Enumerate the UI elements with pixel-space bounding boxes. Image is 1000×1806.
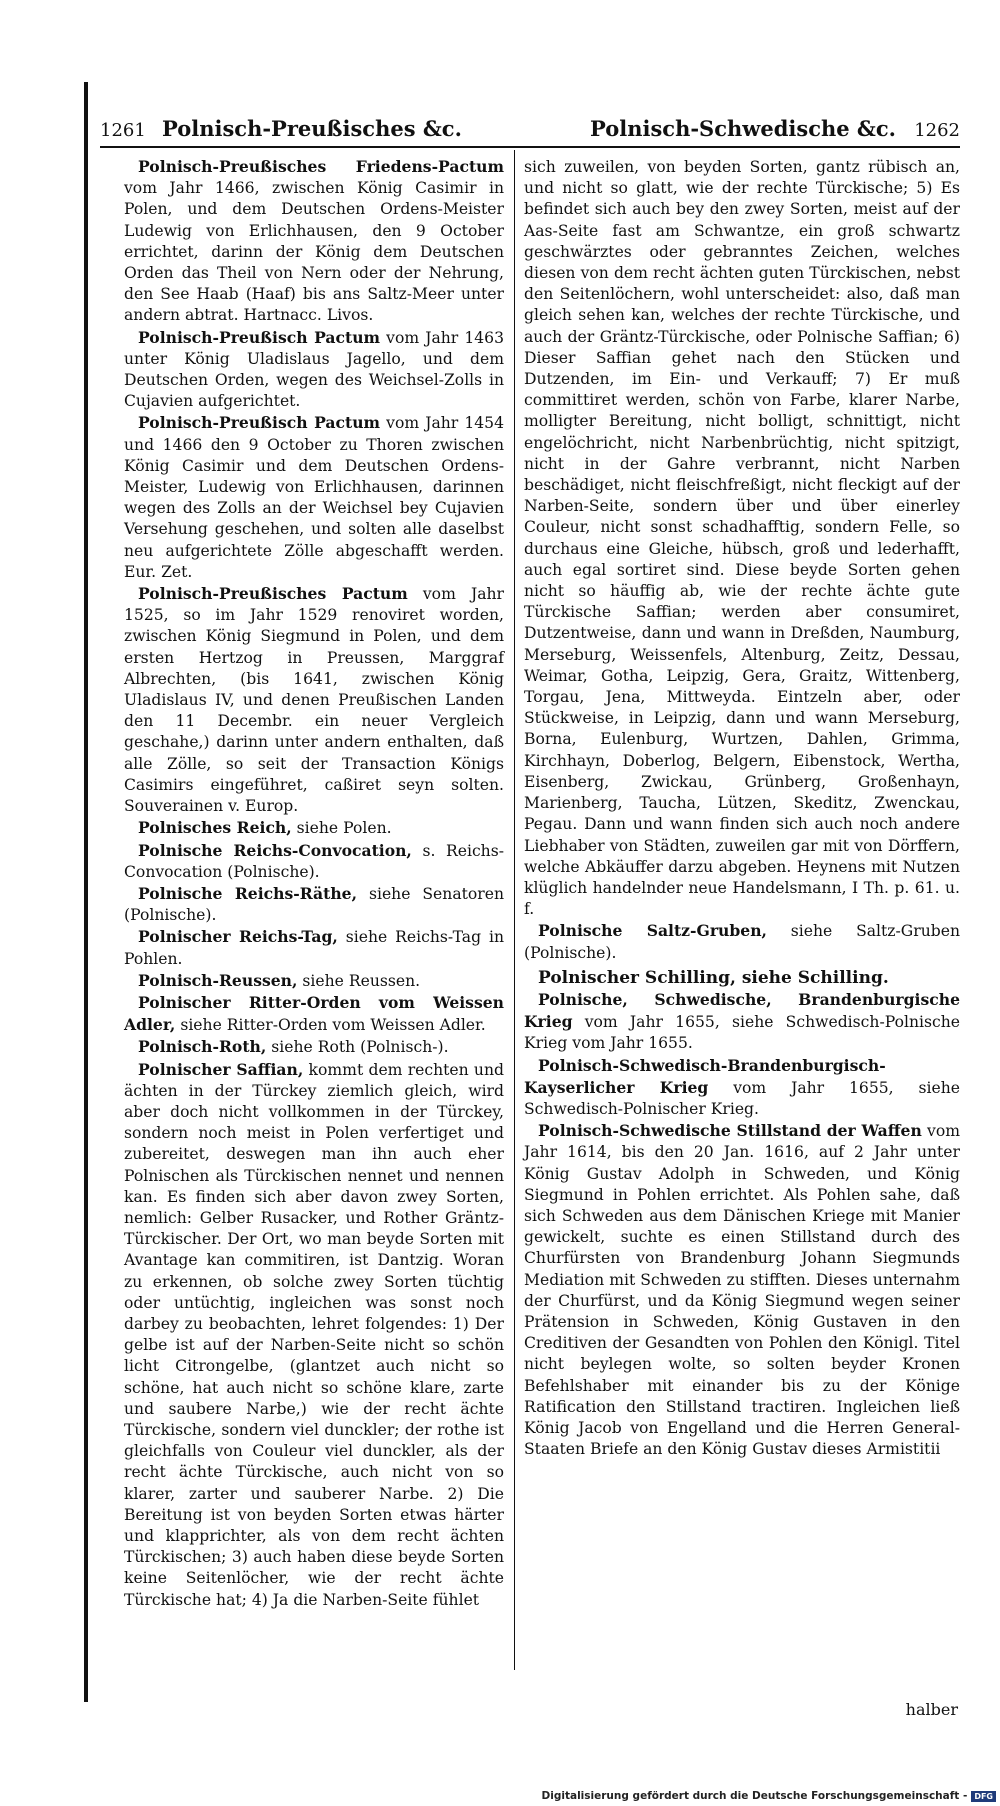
entry-continuation: sich zuweilen, von beyden Sorten, gantz rübisch an, und nicht so glatt, wie der rechte Türckische; 5) Es befindet sich auch bey den zwey Sorten, meist auf der Aas-Seite fast am Schwantze, ein groß schwartz geschwärztes oder gebranntes Zeichen, welches diesen von dem recht ächten guten Türckischen, nebst den Seitenlöchern, wohl unterscheidet: also, daß man gleich sehen kan, welches der rechte Türckische, und auch der Gräntz-Türckische, oder Polnische Saffian; 6) Dieser Saffian gehet nach den Stücken und Dutzenden, im Ein- und Verkauff; 7) Er muß committiret werden, schön von Farbe, klarer Narbe, molligter Bereitung, nicht bolligt, schnittigt, nicht engelöchricht, nicht Narbenbrüchtig, nicht spitzigt, nicht in der Gahre verbrannt, nicht Narben beschädiget, nicht fleischfreßigt, nicht fleckigt auf der Narben-Seite, sondern über und über einerley Couleur, nicht sonst schadhafftig, sondern Felle, so durchaus eine Gleiche, hübsch, groß und lederhafft, auch egal sortiret sind. Diese beyde Sorten gehen nicht so häuffig ab, wie der rechte ächte gute Türckische Saffian; werden aber consumiret, Dutzentweise, dann und wann in Dreßden, Naumburg, Merseburg, Weissenfels, Altenburg, Zeitz, Dessau, Weimar, Gotha, Leipzig, Gera, Graitz, Wittenberg, Torgau, Jena, Mittweyda. Eintzeln aber, oder Stückweise, in Leipzig, dann und wann Merseburg, Borna, Eulenburg, Wurtzen, Dahlen, Grimma, Kirchhayn, Doberlog, Belgern, Eibenstock, Wertha, Eisenberg, Zwickau, Grünberg, Großenhayn, Marienberg, Taucha, Lützen, Skeditz, Zwenckau, Pegau. Dann und wann finden sich auch noch andere Liebhaber von Städten, zuweilen gar mit von Dörffern, welche Abkäuffer darzu abgeben. Heynens mit Nutzen klüglich handelnder neue Handelsmann, I Th. p. 61. u. f.	[524, 158, 960, 919]
entry: Polnische Reichs-Räthe, siehe Senatoren (Polnische).	[124, 883, 504, 925]
entry: Polnisch-Preußisch Pactum vom Jahr 1454 und 1466 den 9 October zu Thoren zwischen König Casimir und dem Deutschen Ordens-Meister, Ludewig von Erlichhausen, darinnen wegen des Zolls an der Weichsel bey Cujavien Versehung geschehen, und solten alle daselbst neu aufgerichtete Zölle abgeschafft werden. Eur. Zet.	[124, 413, 504, 581]
left-column	[124, 156, 504, 1611]
entry: Polnisch-Preußisch Pactum vom Jahr 1463 unter König Uladislaus Jagello, und dem Deutschen Orden, wegen des Weichsel-Zolls in Cujavien aufgerichtet.	[124, 327, 504, 411]
entry: Polnische, Schwedische, Brandenburgische Krieg vom Jahr 1655, siehe Schwedisch-Polnische Krieg vom Jahr 1655.	[524, 989, 960, 1053]
running-head-left: Polnisch-Preußisches &c.	[162, 116, 462, 141]
entry: Polnischer Saffian, kommt dem rechten und ächten in der Türckey ziemlich gleich, wird aber doch nicht vollkommen in der Türckey, sondern noch meist in Polen verfertiget und zubereitet, deswegen man ihn auch eher Polnischen als Türckischen nennet und nennen kan. Es finden sich aber davon zwey Sorten, nemlich: Gelber Rusacker, und Rother Gräntz-Türckischer. Der Ort, wo man beyde Sorten mit Avantage kan commitiren, ist Dantzig. Woran zu erkennen, ob solche zwey Sorten tüchtig oder untüchtig, ingleichen was sonst noch darbey zu beobachten, lehret folgendes: 1) Der gelbe ist auf der Narben-Seite nicht so schön licht Citrongelbe, (glantzet auch nicht so schöne, hat auch nicht so schöne klare, zarte und saubere Narbe,) wie der recht ächte Türckische, sondern viel dunckler; der rothe ist gleichfalls von Couleur viel dunckler, als der recht ächte Türckische, auch nicht von so klarer, zarter und sauberer Narbe. 2) Die Bereitung ist von beyden Sorten etwas härter und klapprichter, als von dem recht ächten Türckischen; 3) auch haben diese beyde Sorten keine Seitenlöcher, wie der recht ächte Türckische hat; 4) Ja die Narben-Seite fühlet	[124, 1059, 504, 1609]
entry: Polnische Reichs-Convocation, s. Reichs-Convocation (Polnische).	[124, 840, 504, 881]
entry: Polnisch-Preußisches Pactum vom Jahr 1525, so im Jahr 1529 renoviret worden, zwischen König Siegmund in Polen, und dem ersten Hertzog in Preussen, Marggraf Albrechten, (bis 1641, zwischen König Uladislaus IV, und denen Preußischen Landen den 11 Decembr. ein neuer Vergleich geschahe,) darinn unter andern enthalten, daß alle Zölle, so seit der Transaction Königs Casimirs eingeführet, caßiret seyn solten. Souverainen v. Europ.	[124, 584, 504, 816]
right-column	[524, 156, 960, 1460]
credit-text: Digitalisierung gefördert durch die Deutsche Forschungsgemeinschaft -	[541, 1790, 968, 1802]
entry: Polnisch-Schwedisch-Brandenburgisch-Kayserlicher Krieg vom Jahr 1655, siehe Schwedisch-Polnischer Krieg.	[524, 1055, 960, 1118]
catchword: halber	[905, 1700, 958, 1719]
entry: Polnischer Schilling, siehe Schilling.	[538, 967, 889, 988]
entry: Polnisch-Reussen, siehe Reussen.	[138, 970, 421, 990]
page-number-right: 1262	[914, 120, 960, 141]
entry: Polnisch-Schwedische Stillstand der Waffen vom Jahr 1614, bis den 20 Jan. 1616, auf 2 Jahr unter König Gustav Adolph in Schweden, und König Siegmund in Pohlen errichtet. Als Pohlen sahe, daß sich Schweden aus dem Dänischen Kriege mit Manier gewickelt, suchte es einen Stillstand durch des Churfürsten von Brandenburg Johann Siegmunds Mediation mit Schweden zu stifften. Dieses unternahm der Churfürst, und da König Siegmund wegen seiner Prätension in Schweden, König Gustaven in den Creditiven der Gesandten von Pohlen den Königl. Titel nicht beylegen wolte, so solten beyder Kronen Befehlshaber mit einander bis zu der Könige Ratification den Stillstand tractiren. Ingleichen ließ König Jacob von Engelland und die Herren General-Staaten Briefe an den König Gustav dieses Armistitii	[524, 1121, 960, 1459]
page-edge-rule	[84, 82, 88, 1702]
column-divider	[514, 150, 515, 1670]
entry: Polnische Saltz-Gruben, siehe Saltz-Gruben (Polnische).	[524, 921, 960, 962]
dfg-logo-icon: DFG	[971, 1791, 996, 1802]
page-number-left: 1261	[100, 120, 146, 141]
entry: Polnischer Reichs-Tag, siehe Reichs-Tag in Pohlen.	[124, 927, 504, 968]
running-head-right: Polnisch-Schwedische &c.	[590, 116, 896, 141]
entry: Polnisch-Roth, siehe Roth (Polnisch-).	[138, 1037, 449, 1057]
entry: Polnisch-Preußisches Friedens-Pactum vom Jahr 1466, zwischen König Casimir in Polen, und dem Deutschen Ordens-Meister Ludewig von Erlichhausen, den 9 October errichtet, darinn der König dem Deutschen Orden das Theil von Nern oder der Nehrung, den See Haab (Haaf) bis ans Saltz-Meer unter andern abtrat. Hartnacc. Livos.	[124, 157, 504, 325]
digitization-credit	[542, 1790, 996, 1802]
entry: Polnisches Reich, siehe Polen.	[138, 818, 392, 838]
header-rule	[100, 146, 960, 148]
entry: Polnischer Ritter-Orden vom Weissen Adler, siehe Ritter-Orden vom Weissen Adler.	[124, 992, 504, 1035]
